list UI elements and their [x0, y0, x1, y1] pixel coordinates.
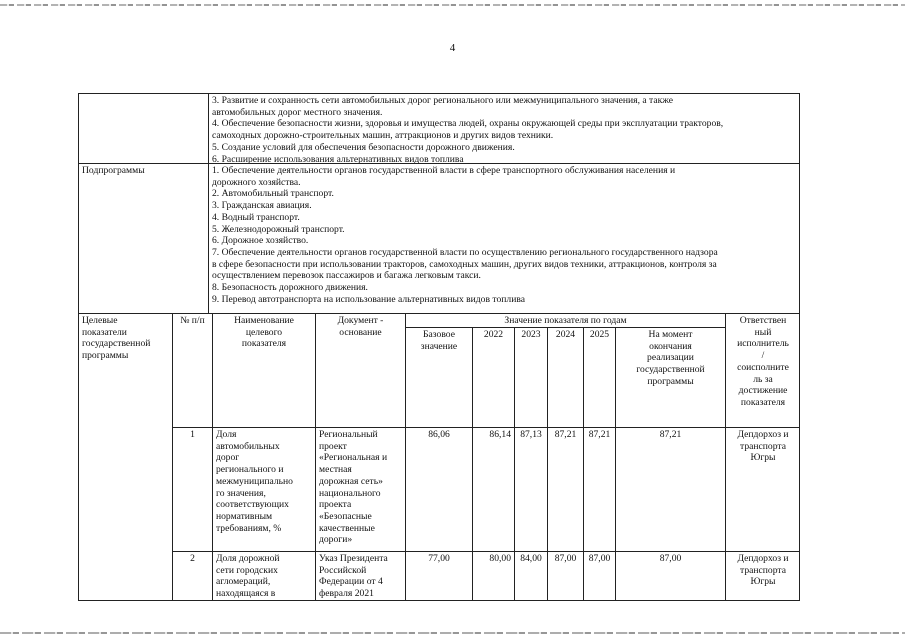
- indicators-label-line: программы: [82, 350, 129, 362]
- subprogram-line: 6. Дорожное хозяйство.: [212, 235, 309, 247]
- header-base-line: значение: [420, 340, 458, 352]
- row-doc-line: качественные: [319, 522, 375, 534]
- header-name-line: целевого: [245, 326, 283, 338]
- row-doc-line: Российской: [319, 564, 367, 576]
- header-end-line: реализации: [647, 352, 694, 364]
- row-2-2025: [583, 551, 615, 601]
- row-resp-line: Югры: [750, 452, 776, 464]
- subprogram-line: осуществлением перевозок пассажиров и багажа легковым такси.: [212, 270, 481, 282]
- header-name-line: показателя: [241, 338, 287, 350]
- goal-line: автомобильных дорог местного значения.: [212, 106, 383, 118]
- row-doc-line: Региональный: [319, 429, 378, 440]
- goal-line: 4. Обеспечение безопасности жизни, здоровья и имущества людей, охраны окружающей среды при эксплуатации тракторов,: [212, 118, 724, 130]
- header-year-text: 2025: [589, 329, 610, 340]
- row-name-line: находящаяся в: [216, 588, 276, 600]
- scan-edge-bottom: [0, 632, 905, 634]
- header-end-line: На момент: [648, 329, 693, 340]
- header-resp-line: достижение: [738, 385, 788, 397]
- header-base: [405, 327, 472, 427]
- row-doc-line: дороги»: [319, 534, 353, 546]
- row-name-line: регионального и: [216, 464, 284, 476]
- header-year-2024: [547, 327, 583, 427]
- row-1-name: [212, 427, 315, 551]
- row-doc-line: местная: [319, 464, 352, 476]
- row-2-resp: [725, 551, 800, 601]
- header-resp-line: /: [761, 350, 765, 362]
- header-end-line: окончания: [649, 340, 692, 352]
- row-resp-line: Югры: [750, 576, 776, 588]
- header-num: [172, 313, 212, 427]
- goal-line: 5. Создание условий для обеспечения безопасности дорожного движения.: [212, 141, 515, 153]
- row-num-text: 1: [190, 429, 195, 440]
- goals-label-cell: [78, 93, 208, 163]
- row-2-base: [405, 551, 472, 601]
- row-num-text: 2: [190, 553, 195, 564]
- scan-edge-top: [0, 4, 905, 6]
- row-year-value: 87,00: [554, 553, 577, 564]
- row-doc-line: Федерации от 4: [319, 576, 383, 588]
- row-name-line: автомобильных: [216, 440, 280, 452]
- row-doc-line: «Безопасные: [319, 510, 372, 522]
- row-doc-line: национального: [319, 487, 381, 499]
- row-2-2024: [547, 551, 583, 601]
- goal-line: 6. Расширение использования альтернативных видов топлива: [212, 153, 464, 163]
- row-1-2024: [547, 427, 583, 551]
- subprogram-line: 5. Железнодорожный транспорт.: [212, 223, 345, 235]
- header-end-line: программы: [647, 375, 694, 387]
- subprogram-line: 9. Перевод автотранспорта на использование альтернативных видов топлива: [212, 293, 525, 305]
- header-end-line: государственной: [636, 364, 705, 376]
- indicators-label-line: государственной: [82, 338, 151, 350]
- subprograms-cell: [208, 163, 800, 313]
- row-name-line: межмуниципально: [216, 475, 293, 487]
- subprogram-line: 1. Обеспечение деятельности органов государственной власти в сфере транспортного обслуживания населения и: [212, 165, 676, 176]
- row-resp-line: Депдорхоз и: [737, 429, 789, 440]
- row-doc-line: проекта: [319, 499, 352, 511]
- subprograms-label: Подпрограммы: [82, 165, 145, 176]
- header-year-2023: [514, 327, 547, 427]
- row-1-base: [405, 427, 472, 551]
- row-2-2022: [472, 551, 514, 601]
- row-name-line: требованиям, %: [216, 522, 282, 534]
- row-1-end: [615, 427, 725, 551]
- row-year-value: 87,21: [554, 429, 577, 440]
- row-doc-line: дорожная сеть»: [319, 475, 383, 487]
- row-name-line: соответствующих: [216, 499, 289, 511]
- row-base-value: 77,00: [428, 553, 450, 564]
- header-name-line: Наименование: [234, 315, 294, 326]
- row-year-value: 87,00: [588, 553, 611, 564]
- subprogram-line: 7. Обеспечение деятельности органов государственной власти по осуществлению регионального государственного надзора: [212, 246, 718, 258]
- header-values-group-text: Значение показателя по годам: [504, 315, 627, 326]
- header-resp-line: Ответствен: [739, 315, 787, 326]
- row-year-value: 87,13: [520, 429, 542, 440]
- row-name-line: го значения,: [216, 487, 266, 499]
- row-resp-line: транспорта: [740, 564, 786, 576]
- row-2-2023: [514, 551, 547, 601]
- header-end: [615, 327, 725, 427]
- subprogram-line: в сфере безопасности при использовании тракторов, самоходных машин, других видов техники, аттракционов, контроля за: [212, 258, 717, 270]
- header-resp-line: показателя: [740, 396, 786, 408]
- header-resp-line: ль за: [753, 373, 773, 385]
- row-2-num: [172, 551, 212, 601]
- row-name-line: сети городских: [216, 564, 278, 576]
- page-number: 4: [449, 42, 456, 54]
- row-doc-line: проект: [319, 440, 347, 452]
- indicators-label-line: Целевые: [82, 315, 118, 326]
- header-name: [212, 313, 315, 427]
- header-resp-line: ный: [754, 326, 772, 338]
- header-year-2025: [583, 327, 615, 427]
- row-name-line: Доля дорожной: [216, 553, 280, 564]
- header-doc-line: основание: [339, 326, 382, 338]
- subprogram-line: 3. Гражданская авиация.: [212, 200, 312, 212]
- row-2-name: [212, 551, 315, 601]
- program-passport-table: [78, 93, 800, 601]
- row-1-2022: [472, 427, 514, 551]
- header-resp: [725, 313, 800, 427]
- row-name-line: Доля: [216, 429, 237, 440]
- row-name-line: нормативным: [216, 510, 273, 522]
- row-end-value: 87,00: [659, 553, 682, 564]
- goal-line: 3. Развитие и сохранность сети автомобильных дорог регионального или межмуниципального значения, а также: [212, 95, 674, 106]
- goals-cell: [208, 93, 800, 163]
- row-1-2023: [514, 427, 547, 551]
- row-year-value: 80,00: [489, 553, 511, 564]
- row-1-doc: [315, 427, 405, 551]
- indicators-label-cell: [78, 313, 172, 601]
- table-right-border: [799, 93, 800, 601]
- row-1-num: [172, 427, 212, 551]
- row-1-resp: [725, 427, 800, 551]
- header-year-text: 2023: [521, 329, 541, 340]
- table-bottom-border: [78, 600, 800, 601]
- row-base-value: 86,06: [428, 429, 450, 440]
- header-doc: [315, 313, 405, 427]
- row-2-doc: [315, 551, 405, 601]
- row-end-value: 87,21: [659, 429, 682, 440]
- row-doc-line: Указ Президента: [319, 553, 388, 564]
- subprogram-line: 4. Водный транспорт.: [212, 211, 300, 223]
- header-year-text: 2024: [555, 329, 576, 340]
- row-2-end: [615, 551, 725, 601]
- indicators-label-line: показатели: [82, 326, 127, 338]
- subprograms-label-cell: [78, 163, 208, 313]
- header-year-text: 2022: [483, 329, 504, 340]
- row-doc-line: февраля 2021: [319, 588, 374, 600]
- row-year-value: 87,21: [588, 429, 611, 440]
- row-name-line: агломераций,: [216, 576, 271, 588]
- header-year-2022: [472, 327, 514, 427]
- row-doc-line: «Региональная и: [319, 452, 388, 464]
- header-values-group: [405, 313, 725, 327]
- row-1-2025: [583, 427, 615, 551]
- row-year-value: 84,00: [520, 553, 542, 564]
- goal-line: самоходных дорожно-строительных машин, аттракционов и других видов техники.: [212, 130, 554, 142]
- header-resp-line: исполнитель: [737, 338, 789, 350]
- subprogram-line: дорожного хозяйства.: [212, 176, 301, 188]
- subprogram-line: 8. Безопасность дорожного движения.: [212, 282, 368, 294]
- header-num-text: № п/п: [180, 315, 205, 326]
- header-resp-line: соисполните: [737, 361, 789, 373]
- header-doc-line: Документ -: [337, 315, 384, 326]
- header-base-line: Базовое: [423, 329, 455, 340]
- row-resp-line: транспорта: [740, 440, 786, 452]
- subprogram-line: 2. Автомобильный транспорт.: [212, 188, 334, 200]
- row-name-line: дорог: [216, 452, 240, 464]
- row-resp-line: Депдорхоз и: [737, 553, 789, 564]
- row-year-value: 86,14: [489, 429, 511, 440]
